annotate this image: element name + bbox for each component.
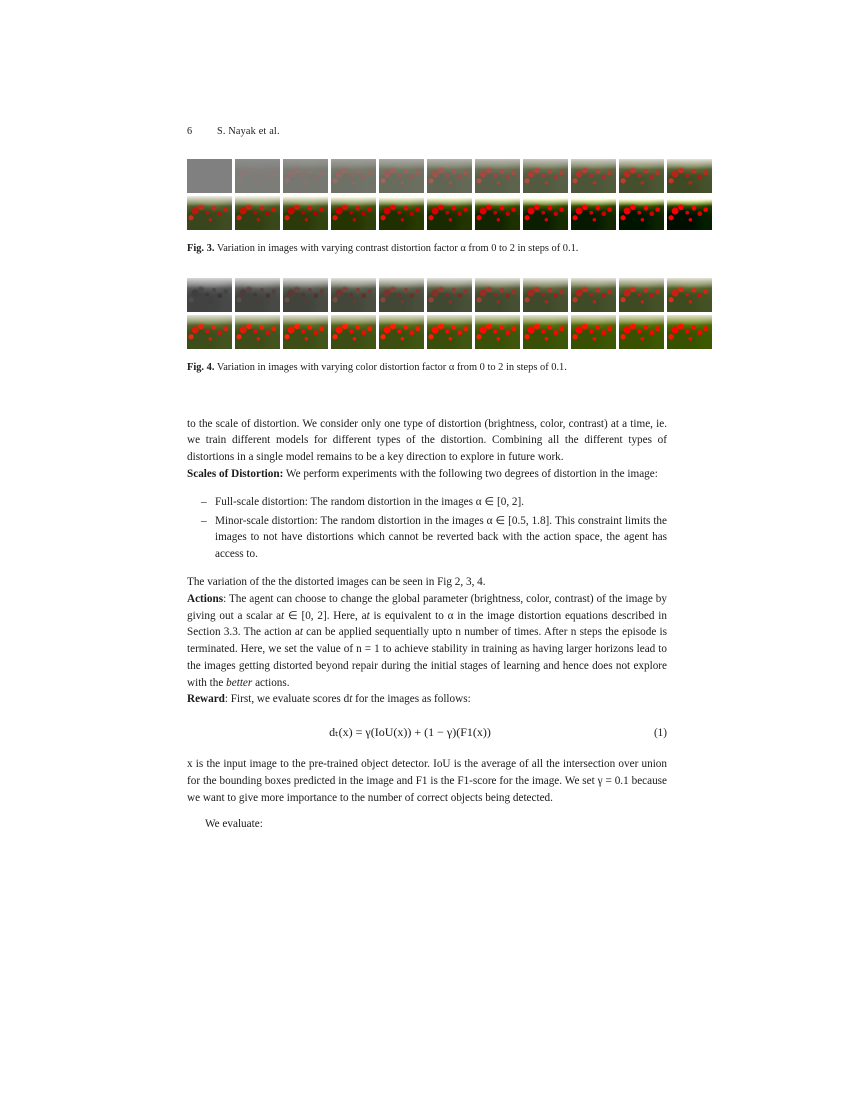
figure-thumbnail [283,278,328,312]
actions-text-e: actions. [252,676,290,689]
list-item: – Full-scale distortion: The random distortion in the images α ∈ [0, 2]. [201,494,667,511]
list-item: – Minor-scale distortion: The random distortion in the images α ∈ [0.5, 1.8]. This constraint limits the images to not have distortions which cannot be reverted back with the action space, the agent has access to. [201,513,667,563]
figure-4-row-1 [187,278,667,312]
equation-number: (1) [653,726,667,739]
figure-thumbnail [379,196,424,230]
figure-thumbnail [379,315,424,349]
paragraph-we-evaluate: We evaluate: [205,817,263,830]
figure-3-row-2 [187,196,667,230]
figure-thumbnail [571,315,616,349]
actions-text-a: : The agent can choose to change the global parameter (brightness, color, contrast) of the image by giving out a scalar a [187,592,667,622]
reward-text-a: : First, we evaluate scores d [224,693,350,706]
reward-text-b: for the images as follows: [352,693,471,706]
figure-4 [187,278,667,376]
figure-thumbnail [235,278,280,312]
reward-heading: Reward [187,693,225,706]
figure-thumbnail [667,315,712,349]
distortion-scale-list [187,494,667,563]
figure-thumbnail [619,278,664,312]
figure-3-label: Fig. 3. [187,243,215,254]
actions-text-b: ∈ [0, 2]. Here, a [284,609,367,622]
actions-heading: Actions [187,592,224,605]
equation-body: dₜ(x) = γ(IoU(x)) + (1 − γ)(F1(x)) [329,725,491,740]
figure-3-caption-text: Variation in images with varying contrast distortion factor α from 0 to 2 in steps of 0.1. [216,243,579,254]
figure-thumbnail [331,159,376,193]
figure-thumbnail [331,315,376,349]
figure-thumbnail [283,159,328,193]
figure-thumbnail [427,278,472,312]
figure-thumbnail [667,278,712,312]
figure-thumbnail [235,315,280,349]
figure-thumbnail [187,159,232,193]
page-content [187,126,667,832]
scales-of-distortion-text: We perform experiments with the following two degrees of distortion in the image: [283,467,658,480]
equation-1 [187,725,667,740]
figure-thumbnail [667,196,712,230]
figure-3-caption [187,242,667,257]
paragraph-scales-of-distortion [187,466,667,483]
figure-thumbnail [283,196,328,230]
figure-thumbnail [187,315,232,349]
figure-thumbnail [283,315,328,349]
figure-4-caption-text: Variation in images with varying color distortion factor α from 0 to 2 in steps of 0.1. [216,361,567,373]
figure-thumbnail [523,196,568,230]
figure-thumbnail [475,196,520,230]
running-head [187,126,667,137]
actions-text-d: can be applied sequentially upto n number of times. After n steps the episode is terminated. Here, we set the value of n = 1 to achieve stability in training as having larger horizons lead to the images getting distorted beyond repair during the initial stages of learning and hence does not explore with the [187,626,667,689]
figure-thumbnail [619,196,664,230]
figure-thumbnail [523,315,568,349]
running-head-authors: S. Nayak et al. [217,126,280,137]
figure-4-caption [187,361,667,376]
figure-thumbnail [379,159,424,193]
figure-thumbnail [571,278,616,312]
scales-of-distortion-heading: Scales of Distortion: [187,467,284,480]
figure-thumbnail [571,159,616,193]
figure-thumbnail [523,278,568,312]
paragraph-reward: Reward: First, we evaluate scores dt for the images as follows: [187,693,471,706]
paragraph-actions: Actions: The agent can choose to change the global parameter (brightness, color, contrast) of the image by giving out a scalar at ∈ [0, 2]. Here, at is equivalent to α in the image distortion equations described in Section 3.3. The action at can be applied sequentially upto n number of times. After n steps the episode is terminated. Here, we set the value of n = 1 to achieve stability in training as having larger horizons lead to the images getting distorted beyond repair during the initial stages of learning and hence does not explore with the better actions. [187,592,667,689]
figure-thumbnail [379,278,424,312]
figure-thumbnail [475,159,520,193]
figure-thumbnail [427,315,472,349]
figure-thumbnail [235,196,280,230]
figure-3-row-1 [187,159,667,193]
figure-thumbnail [619,315,664,349]
actions-text-c: is equivalent to α in the image distortion equations described in Section 3.3. The action a [187,609,667,639]
figure-thumbnail [475,278,520,312]
figure-thumbnail [235,159,280,193]
actions-emphasis: better [226,676,253,689]
figure-thumbnail [427,196,472,230]
paragraph-variation-reference: The variation of the the distorted images can be seen in Fig 2, 3, 4. [187,575,486,588]
figure-3 [187,159,667,257]
paragraph-score-explanation: x is the input image to the pre-trained object detector. IoU is the average of all the intersection over union for the bounding boxes predicted in the image and F1 is the F1-score for the image. We set γ = 0.1 because we want to give more importance to the number of correct objects being detected. [187,758,667,804]
figure-4-label: Fig. 4. [187,361,215,373]
figure-thumbnail [619,159,664,193]
figure-thumbnail [667,159,712,193]
figure-thumbnail [331,196,376,230]
figure-thumbnail [187,196,232,230]
figure-thumbnail [331,278,376,312]
paragraph-scale-of-distortion: to the scale of distortion. We consider only one type of distortion (brightness, color, contrast) at a time, ie. we train different models for different types of the distortion. Combining all the different types of distortions in a single model remains to be a key direction to explore in future work. [187,417,667,464]
figure-4-row-2 [187,315,667,349]
figure-thumbnail [427,159,472,193]
figure-thumbnail [571,196,616,230]
figure-thumbnail [475,315,520,349]
figure-thumbnail [523,159,568,193]
figure-thumbnail [187,278,232,312]
page-number: 6 [187,126,193,137]
